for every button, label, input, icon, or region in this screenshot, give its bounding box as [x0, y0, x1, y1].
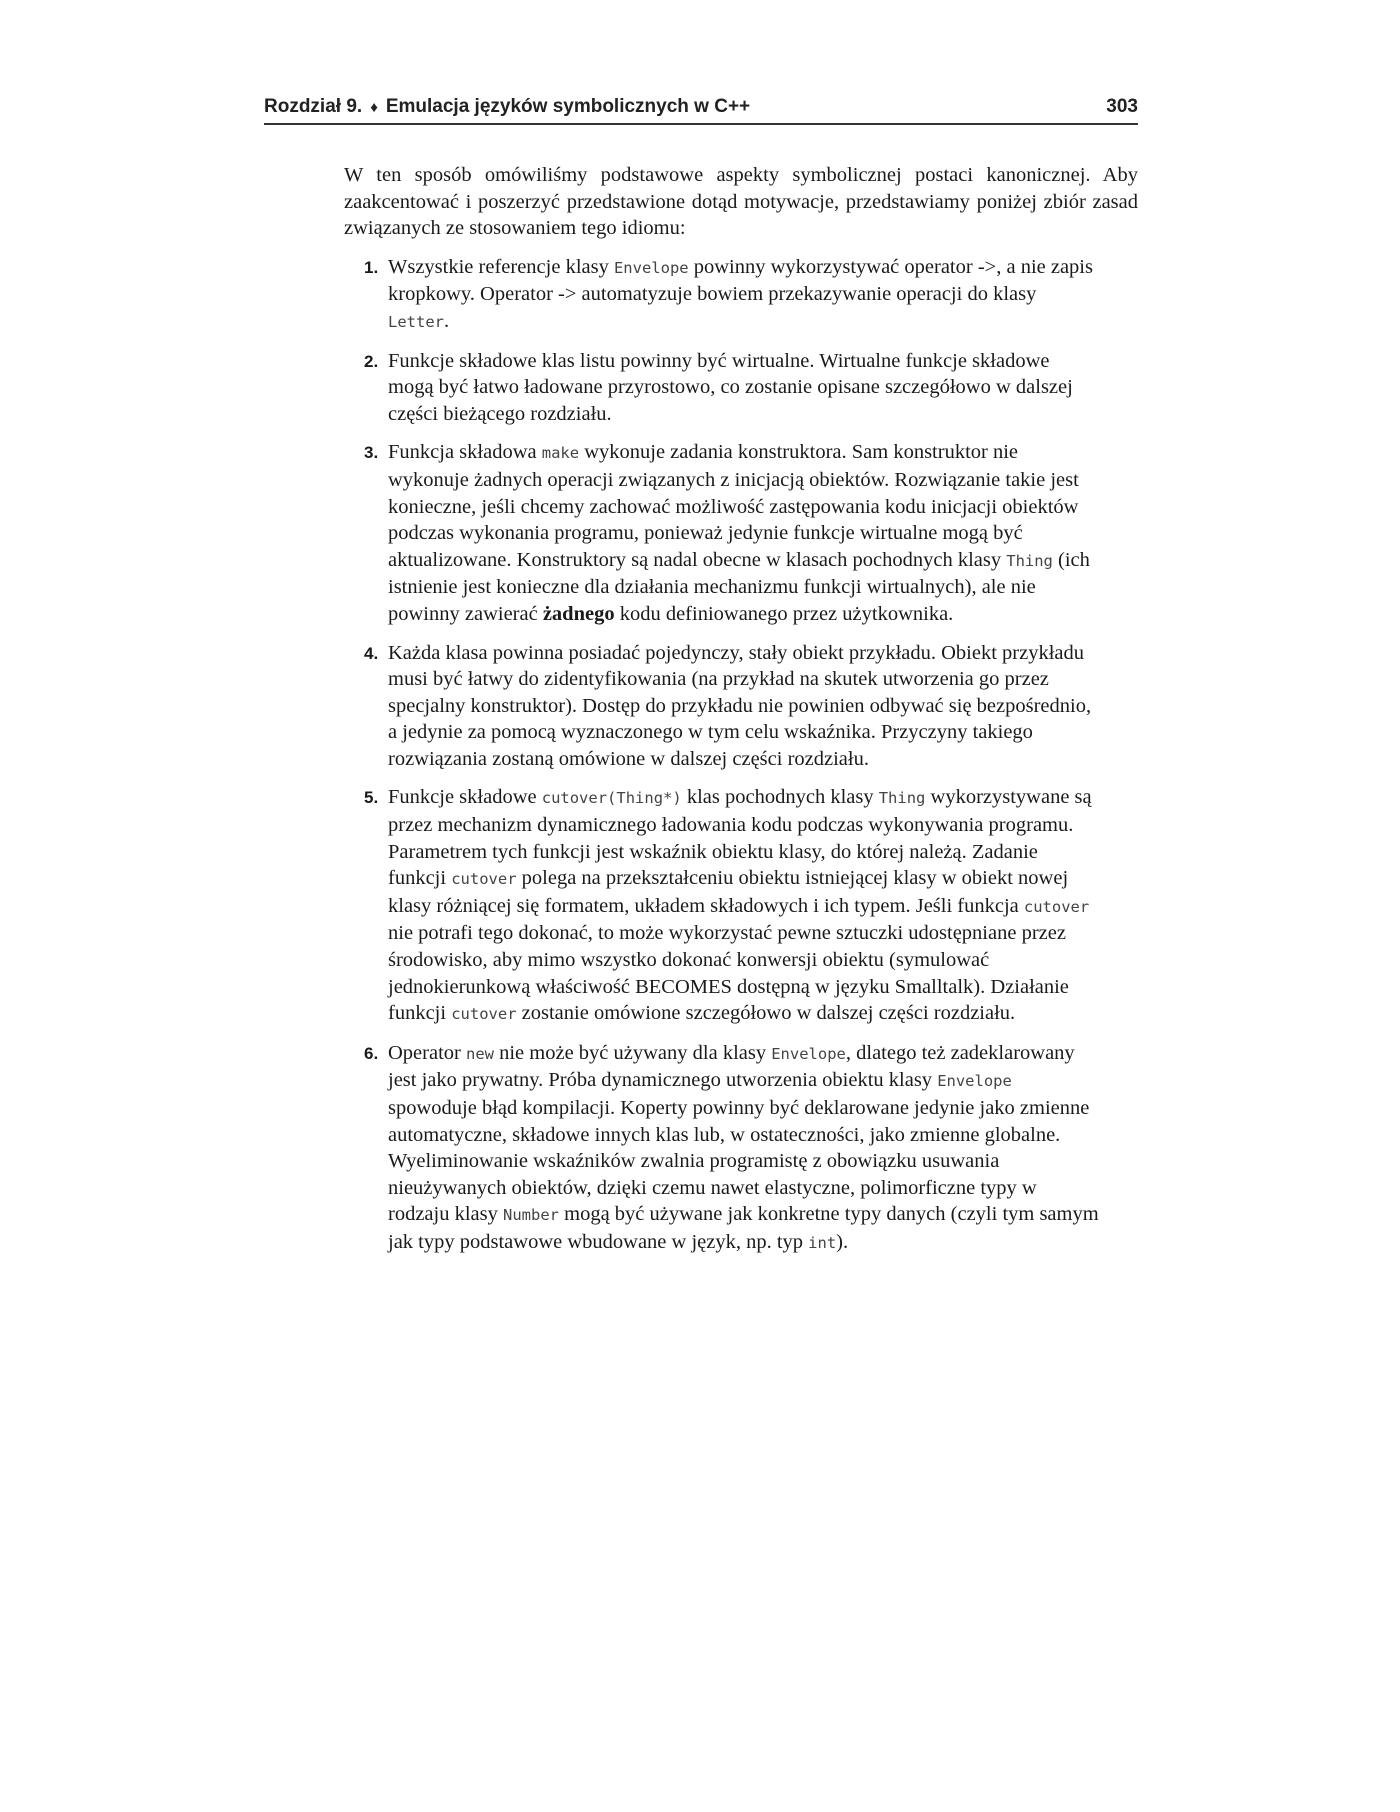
- code-term: new: [465, 1044, 494, 1063]
- item-number: 4.: [364, 643, 379, 663]
- rules-list: [344, 254, 1138, 1257]
- item-text: Funkcje składowe klas listu powinny być wirtualne. Wirtualne funkcje składowe mogą być łatwo ładowane przyrostowo, co zostanie opisane szczegółowo w dalszej części bieżącego rozdziału.: [388, 349, 1073, 425]
- list-item: [344, 784, 1138, 1027]
- item-number: 2.: [364, 351, 379, 371]
- item-text: mogą być używane jak konkretne typy danych (czyli tym samym jak typy podstawowe wbudowane w język, np. typ: [388, 1203, 1099, 1253]
- item-number: 1.: [364, 257, 379, 277]
- item-text: wykorzystywane są przez mechanizm dynamicznego ładowania kodu podczas wykonywania programu. Parametrem tych funkcji jest wskaźnik obiektu klasy, do której należą. Zadanie funkcji: [388, 786, 1092, 890]
- diamond-icon: ♦: [370, 98, 378, 116]
- item-text: kodu definiowanego przez użytkownika.: [614, 602, 954, 625]
- item-text: wykonuje zadania konstruktora. Sam konstruktor nie wykonuje żadnych operacji związanych z inicjacją obiektów. Rozwiązanie takie jest konieczne, jeśli chcemy zachować możliwość zastępowania kodu inicjacji obiektów podczas wykonania programu, ponieważ jedynie funkcje wirtualne mogą być aktualizowane. Konstruktory są nadal obecne w klasach pochodnych klasy: [388, 441, 1079, 571]
- list-item: [344, 254, 1138, 336]
- item-text: Wszystkie referencje klasy: [388, 255, 614, 278]
- list-item: [344, 1040, 1138, 1257]
- item-text: , dlatego też zadeklarowany jest jako prywatny. Próba dynamicznego utworzenia obiektu klasy: [388, 1041, 1075, 1092]
- code-term: cutover: [451, 870, 517, 889]
- chapter-title: Emulacja języków symbolicznych w C++: [385, 96, 751, 117]
- item-text: polega na przekształceniu obiektu istniejącej klasy w obiekt nowej klasy różniącej się formatem, układem składowych i ich typem. Jeśli funkcja: [388, 867, 1069, 917]
- item-number: 5.: [364, 788, 379, 808]
- item-text: nie może być używany dla klasy: [493, 1041, 772, 1064]
- intro-paragraph: W ten sposób omówiliśmy podstawowe aspekty symbolicznej postaci kanonicznej. Aby zaakcentować i poszerzyć przedstawione dotąd motywacje, przedstawiamy poniżej zbiór zasad związanych ze stosowaniem tego idiomu:: [344, 164, 1138, 240]
- item-text: nie potrafi tego dokonać, to może wykorzystać pewne sztuczki udostępniane przez środowisko, aby mimo wszystko dokonać konwersji obiektu (symulować jednokierunkową właściwość BECOMES dostępną w języku Smalltalk). Działanie funkcji: [388, 922, 1069, 1025]
- item-text: powinny wykorzystywać operator ->, a nie zapis kropkowy. Operator -> automatyzuje bowiem przekazywanie operacji do klasy: [388, 255, 1093, 306]
- code-term: Number: [503, 1206, 559, 1225]
- item-text: zostanie omówione szczegółowo w dalszej części rozdziału.: [516, 1002, 1016, 1025]
- item-text: (ich istnienie jest konieczne dla działania mechanizmu funkcji wirtualnych), ale nie powinny zawierać: [388, 548, 1090, 625]
- code-term: Thing: [878, 789, 926, 808]
- code-term: make: [541, 444, 580, 463]
- emphasis: żadnego: [542, 602, 615, 625]
- code-term: int: [808, 1233, 837, 1252]
- code-term: Letter: [388, 312, 444, 331]
- code-term: Envelope: [613, 258, 689, 277]
- list-item: [344, 439, 1138, 627]
- item-text: spowoduje błąd kompilacji. Koperty powinny być deklarowane jedynie jako zmienne automatyczne, składowe innych klas lub, w ostateczności, jako zmienne globalne. Wyeliminowanie wskaźników zwalnia programistę z obowiązku usuwania nieużywanych obiektów, dzięki czemu nawet elastyczne, polimorficzne typy w rodzaju klasy: [388, 1097, 1090, 1226]
- header-chapter-title: [264, 96, 750, 118]
- item-text: ).: [836, 1230, 849, 1253]
- code-term: cutover: [451, 1005, 517, 1024]
- code-term: Envelope: [937, 1072, 1012, 1091]
- list-item: [344, 348, 1138, 428]
- code-term: Envelope: [771, 1044, 846, 1063]
- item-text: klas pochodnych klasy: [681, 786, 879, 809]
- item-text: Operator: [388, 1041, 466, 1064]
- item-text: Każda klasa powinna posiadać pojedynczy, stały obiekt przykładu. Obiekt przykładu musi być łatwy do zidentyfikowania (na przykład na skutek utworzenia go przez specjalny konstruktor). Dostęp do przykładu nie powinien odbywać się bezpośrednio, a jedynie za pomocą wyznaczonego w tym celu wskaźnika. Przyczyny takiego rozwiązania zostaną omówione w dalszej części rozdziału.: [388, 641, 1092, 770]
- item-text: Funkcja składowa: [388, 441, 542, 464]
- page-body: [344, 162, 1138, 1257]
- list-item: [344, 640, 1138, 773]
- code-term: Thing: [1006, 551, 1053, 570]
- chapter-label: Rozdział 9.: [264, 96, 363, 117]
- running-header: [264, 96, 1138, 125]
- page-number: 303: [1106, 96, 1138, 117]
- item-text: Funkcje składowe: [388, 786, 542, 809]
- item-text: .: [444, 309, 450, 332]
- item-number: 3.: [364, 443, 379, 463]
- item-number: 6.: [364, 1043, 379, 1063]
- code-term: cutover: [1023, 897, 1090, 916]
- code-term: cutover(Thing*): [541, 789, 682, 808]
